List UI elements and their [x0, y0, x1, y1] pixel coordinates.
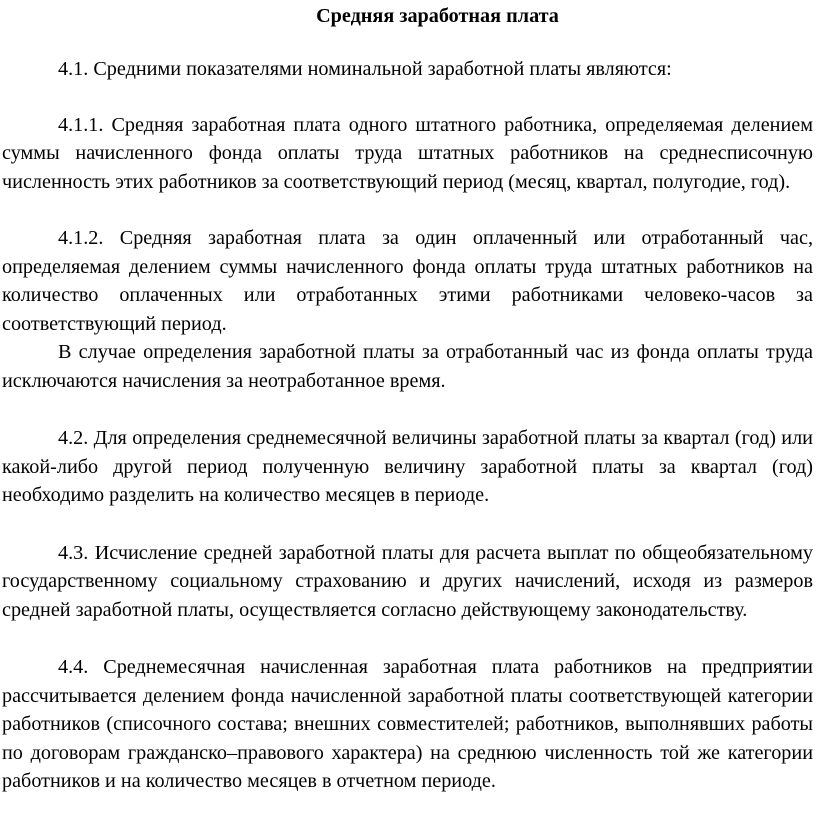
paragraph-4-1-2: 4.1.2. Средняя заработная плата за один оплаченный или отработанный час, определяемая делением суммы начисленного фонда оплаты труда штатных работников на количество оплаченных или отработанных этими работниками человеко-часов за соответствующий период. — [2, 227, 813, 335]
document-page — [2, 0, 813, 796]
paragraph-4-4: 4.4. Среднемесячная начисленная заработная плата работников на предприятии рассчитывается делением фонда начисленной заработной платы соответствующей категории работников (списочного состава; внешних совместителей; работников, выполнявших работы по договорам гражданско–правового характера) на среднюю численность той же категории работников и на количество месяцев в отчетном периоде. — [2, 656, 813, 792]
paragraph-4-3: 4.3. Исчисление средней заработной платы для расчета выплат по общеобязательному государственному социальному страхованию и других начислений, исходя из размеров средней заработной платы, осуществляется согласно действующему законодательству. — [2, 541, 813, 621]
paragraph-4-1-2-note: В случае определения заработной платы за отработанный час из фонда оплаты труда исключаются начисления за неотработанное время. — [2, 341, 813, 392]
paragraph-4-2: 4.2. Для определения среднемесячной величины заработной платы за квартал (год) или какой-либо другой период полученную величину заработной платы за квартал (год) необходимо разделить на количество месяцев в периоде. — [2, 427, 813, 506]
paragraph-4-1: 4.1. Средними показателями номинальной заработной платы являются: — [58, 58, 672, 80]
paragraph-4-1-1: 4.1.1. Средняя заработная плата одного штатного работника, определяемая делением суммы начисленного фонда оплаты труда штатных работников на среднесписочную численность этих работников за соответствующий период (месяц, квартал, полугодие, год). — [2, 113, 813, 193]
document-title: Средняя заработная плата — [316, 5, 559, 27]
